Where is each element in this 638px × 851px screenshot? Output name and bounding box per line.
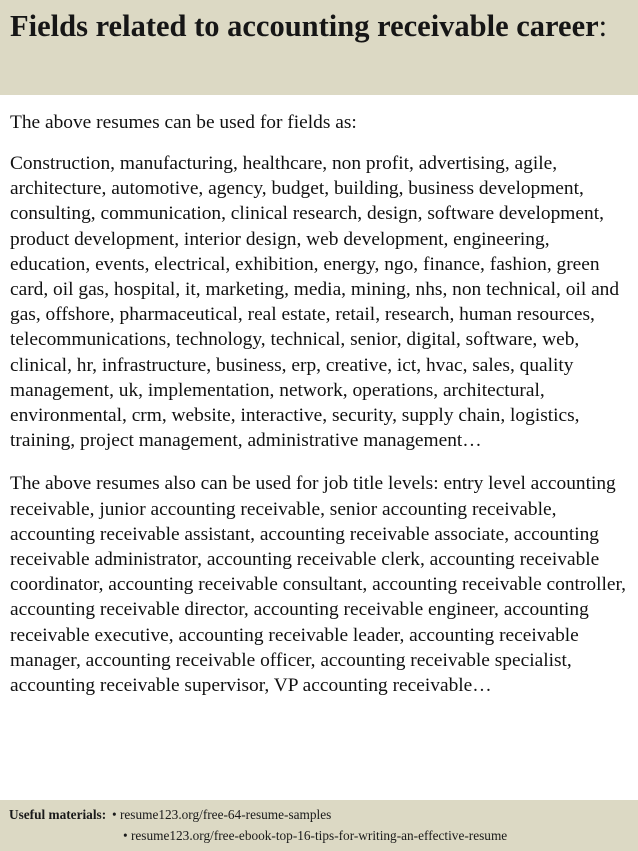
page-title-colon: : xyxy=(598,9,608,43)
ebook-tips-link[interactable]: • resume123.org/free-ebook-top-16-tips-for-writing-an-effective-resume xyxy=(123,828,508,843)
title-banner xyxy=(0,0,638,95)
main-content xyxy=(10,110,632,698)
intro-text: The above resumes can be used for fields as: xyxy=(10,112,357,133)
footer-bar xyxy=(0,800,638,851)
useful-materials-label-colon: : xyxy=(101,807,107,822)
useful-materials-label-text: Useful materials xyxy=(9,807,102,822)
job-levels-paragraph: The above resumes also can be used for job title levels: entry level accounting receivable, junior accounting receivable, senior accounting receivable, accounting receivable assistant, accounting receivable associate, accounting receivable administrator, accounting receivable clerk, accounting receivable coordinator, accounting receivable consultant, accounting receivable controller, accounting receivable director, accounting receivable engineer, accounting receivable executive, accounting receivable leader, accounting receivable manager, accounting receivable officer, accounting receivable specialist, accounting receivable supervisor, VP accounting receivable… xyxy=(10,473,626,697)
page-title-text: Fields related to accounting receivable career xyxy=(10,9,599,43)
page-title xyxy=(10,6,630,47)
fields-paragraph: Construction, manufacturing, healthcare, non profit, advertising, agile, architecture, automotive, agency, budget, building, business development, consulting, communication, clinical research, design, software development, product development, interior design, web development, engineering, education, events, electrical, exhibition, energy, ngo, finance, fashion, green card, oil gas, hospital, it, marketing, media, mining, nhs, non technical, oil and gas, offshore, pharmaceutical, real estate, retail, research, human resources, telecommunications, technology, technical, senior, digital, software, web, clinical, hr, infrastructure, business, erp, creative, ict, hvac, sales, quality management, uk, implementation, network, operations, architectural, environmental, crm, website, interactive, security, supply chain, logistics, training, project management, administrative management… xyxy=(10,153,620,452)
resume-samples-link[interactable]: • resume123.org/free-64-resume-samples xyxy=(112,807,332,822)
useful-materials-label xyxy=(9,807,106,823)
